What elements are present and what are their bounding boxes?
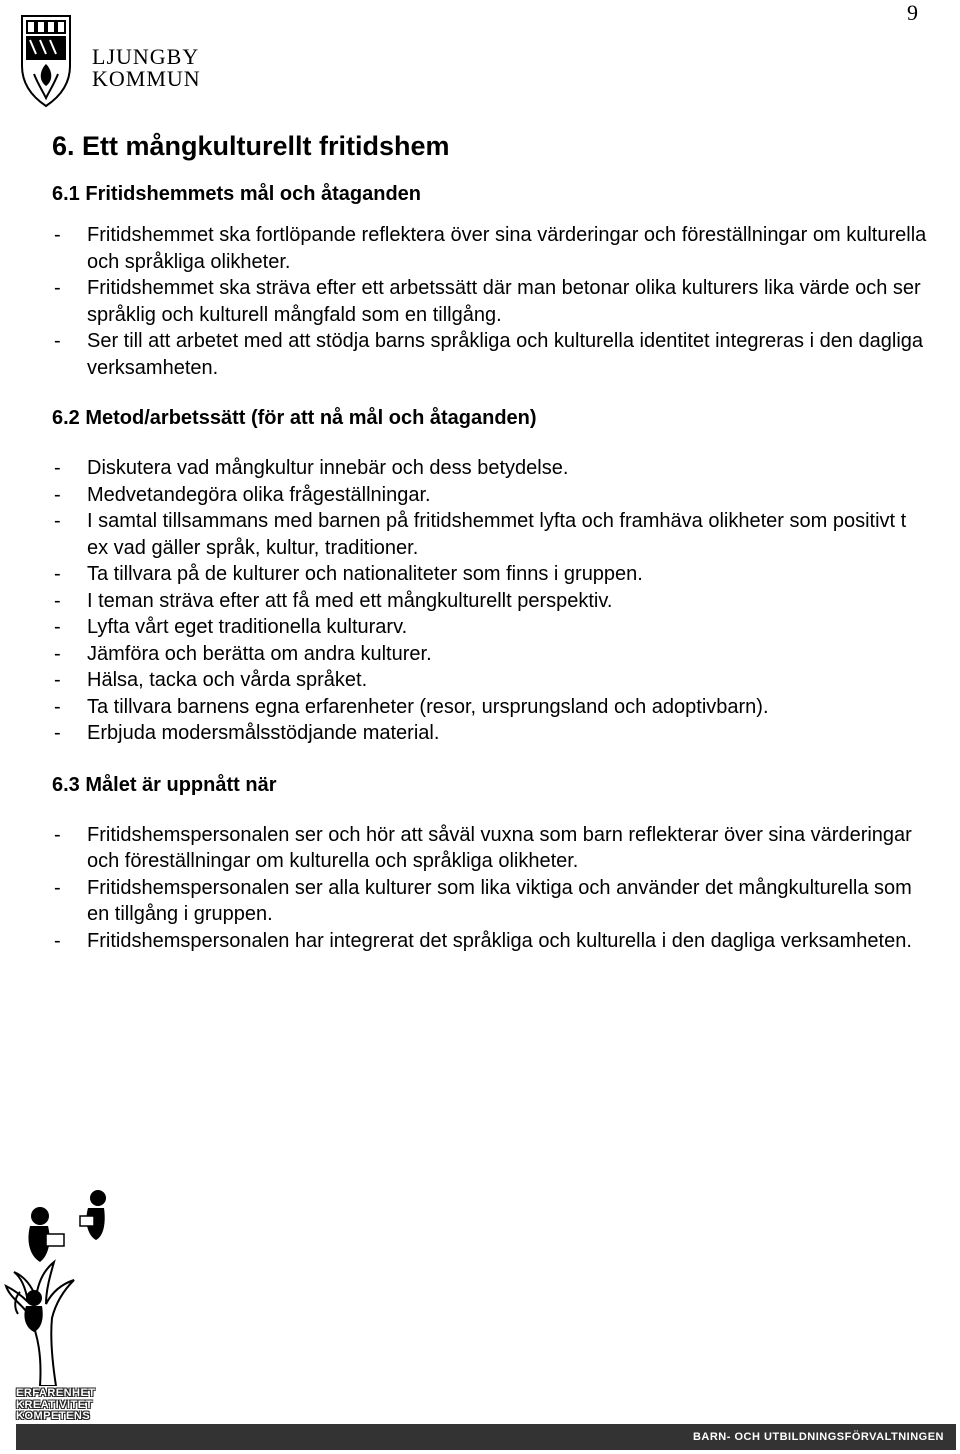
footer-motto-line-1: ERFARENHET (16, 1387, 96, 1399)
list-item: - Fritidshemmet ska sträva efter ett arbetssätt där man betonar olika kulturers lika värde och ser språklig och kulturell mångfald som en tillgång. (52, 275, 932, 328)
footer-department: BARN- OCH UTBILDNINGSFÖRVALTNINGEN (692, 1431, 944, 1443)
coat-of-arms-icon (20, 14, 72, 108)
page-title: 6. Ett mångkulturellt fritidshem (52, 131, 450, 161)
section-3-list (52, 822, 932, 955)
list-item: - Ser till att arbetet med att stödja barns språkliga och kulturella identitet integreras i den dagliga verksamheten. (52, 328, 932, 381)
list-item: - Fritidshemspersonalen ser alla kulturer som lika viktiga och använder det mångkulturella som en tillgång i gruppen. (52, 875, 932, 928)
logo-line-1: LJUNGBY (92, 44, 200, 69)
list-item: - Ta tillvara på de kulturer och nationaliteter som finns i gruppen. (52, 561, 932, 588)
section-1-heading: 6.1 Fritidshemmets mål och åtaganden (52, 183, 421, 205)
footer-bar (16, 1424, 956, 1450)
list-item: - Ta tillvara barnens egna erfarenheter (resor, ursprungsland och adoptivbarn). (52, 694, 932, 721)
list-item: - I teman sträva efter att få med ett mångkulturellt perspektiv. (52, 588, 932, 615)
list-item: - Jämföra och berätta om andra kulturer. (52, 641, 932, 668)
section-3-heading: 6.3 Målet är uppnått när (52, 773, 277, 796)
section-1-list (52, 222, 932, 381)
section-2-heading: 6.2 Metod/arbetssätt (för att nå mål och åtaganden) (52, 407, 537, 429)
document-body (52, 120, 932, 954)
list-item: - Lyfta vårt eget traditionella kulturarv. (52, 614, 932, 641)
list-item: - Fritidshemspersonalen ser och hör att såväl vuxna som barn reflekterar över sina värderingar och föreställningar om kulturella och språkliga olikheter. (52, 822, 932, 875)
list-item: - Fritidshemspersonalen har integrerat det språkliga och kulturella i den dagliga verksamheten. (52, 928, 932, 955)
footer-motto (16, 1388, 96, 1423)
municipality-logo (20, 14, 220, 110)
list-item: - I samtal tillsammans med barnen på fritidshemmet lyfta och framhäva olikheter som positivt t ex vad gäller språk, kultur, traditioner. (52, 508, 932, 561)
list-item: - Diskutera vad mångkultur innebär och dess betydelse. (52, 455, 932, 482)
list-item: - Erbjuda modersmålsstödjande material. (52, 720, 932, 747)
list-item: - Medvetandegöra olika frågeställningar. (52, 482, 932, 509)
list-item: - Fritidshemmet ska fortlöpande reflektera över sina värderingar och föreställningar om kulturella och språkliga olikheter. (52, 222, 932, 275)
logo-line-2: KOMMUN (92, 66, 201, 91)
page-number: 9 (907, 0, 918, 25)
section-2-list (52, 455, 932, 747)
list-item: - Hälsa, tacka och vårda språket. (52, 667, 932, 694)
tree-children-icon (0, 1186, 110, 1386)
footer-motto-line-2: KREATIVITET (16, 1398, 93, 1411)
footer-motto-line-3: KOMPETENS (16, 1410, 91, 1422)
